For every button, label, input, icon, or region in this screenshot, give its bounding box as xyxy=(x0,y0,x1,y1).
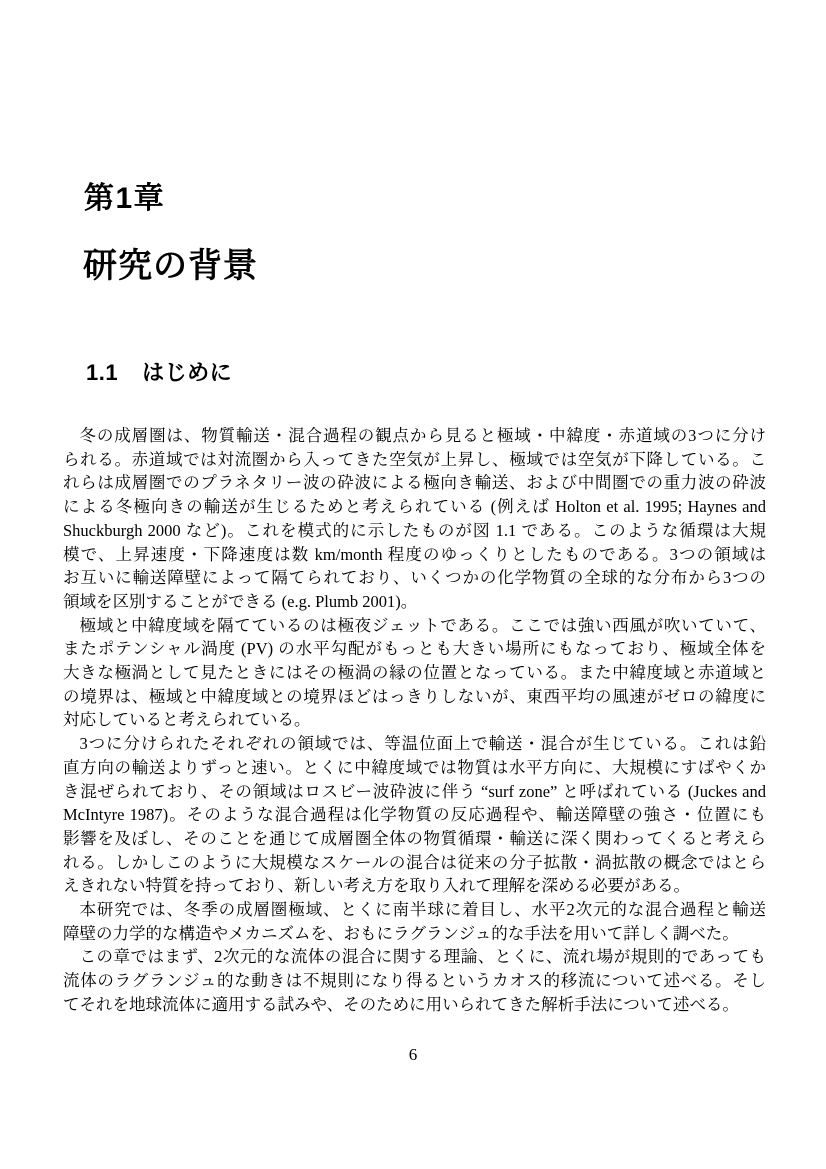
text-line: 領域を区別することができる (e.g. Plumb 2001)。 xyxy=(63,591,418,611)
text-line: 模で、上昇速度・下降速度は数 km/month 程度のゆっくりとしたものである。3つの領域は xyxy=(63,544,766,564)
section-title: はじめに xyxy=(142,360,233,385)
section-number: 1.1 xyxy=(86,360,119,385)
text-line: られる。赤道域では対流圏から入ってきた空気が上昇し、極域では空気が下降している。こ xyxy=(63,449,766,469)
text-line: 極域と中緯度域を隔てているのは極夜ジェットである。ここでは強い西風が吹いていて、 xyxy=(79,615,766,635)
text-line: 対応していると考えられている。 xyxy=(63,710,311,730)
text-line: 直方向の輸送よりずっと速い。とくに中緯度域では物質は水平方向に、大規模にすばやくか xyxy=(63,757,766,777)
page-number: 6 xyxy=(408,1045,418,1064)
text-line: お互いに輸送障壁によって隔てられており、いくつかの化学物質の全球的な分布から3つの xyxy=(63,568,766,588)
body-text xyxy=(63,424,766,1017)
text-line: てそれを地球流体に適用する試みや、そのために用いられてきた解析手法について述べる。 xyxy=(63,994,739,1014)
text-line: 影響を及ぼし、そのことを通じて成層圏全体の物質循環・輸送に深く関わってくると考えら xyxy=(63,828,766,848)
text-line: き混ぜられており、その領域はロスビー波砕波に伴う “surf zone” と呼ばれている (Juckes and xyxy=(63,781,766,801)
text-line: 本研究では、冬季の成層圏極域、とくに南半球に着目し、水平2次元的な混合過程と輸送 xyxy=(79,900,766,920)
text-line: 冬の成層圏は、物質輸送・混合過程の観点から見ると極域・中緯度・赤道域の3つに分け xyxy=(79,426,766,445)
text-line: れる。しかしこのように大規模なスケールの混合は従来の分子拡散・渦拡散の概念ではとら xyxy=(63,852,766,872)
text-line: れらは成層圏でのプラネタリー波の砕波による極向き輸送、および中間圏での重力波の砕波 xyxy=(63,473,766,493)
text-line: えきれない特質を持っており、新しい考え方を取り入れて理解を深める必要がある。 xyxy=(63,876,690,896)
text-line: の境界は、極域と中緯度域との境界ほどはっきりしないが、東西平均の風速がゼロの緯度に xyxy=(63,686,766,706)
chapter-title-heading: 研究の背景 xyxy=(83,247,258,285)
section-heading xyxy=(86,360,232,386)
text-line: 3つに分けられたそれぞれの領域では、等温位面上で輸送・混合が生じている。これは鉛 xyxy=(79,734,766,754)
text-line: による冬極向きの輸送が生じるためと考えられている (例えば Holton et al. 1995; Haynes and xyxy=(63,497,766,517)
text-line: この章ではまず、2次元的な流体の混合に関する理論、とくに、流れ場が規則的であっても xyxy=(79,947,766,967)
text-line: 流体のラグランジュ的な動きは不規則になり得るというカオス的移流について述べる。そし xyxy=(63,971,766,991)
text-line: 大きな極渦として見たときにはその極渦の縁の位置となっている。また中緯度域と赤道域と xyxy=(63,663,766,683)
text-line: 障壁の力学的な構造やメカニズムを、おもにラグランジュ的な手法を用いて詳しく調べた。 xyxy=(63,923,739,943)
text-line: またポテンシャル渦度 (PV) の水平勾配がもっとも大きい場所にもなっており、極域全体を xyxy=(63,639,766,659)
chapter-number-heading: 第1章 xyxy=(84,182,166,215)
text-line: Shuckburgh 2000 など)。これを模式的に示したものが図 1.1 である。このような循環は大規 xyxy=(63,520,766,540)
text-line: McIntyre 1987)。そのような混合過程は化学物質の反応過程や、輸送障壁の強さ・位置にも xyxy=(63,805,766,825)
